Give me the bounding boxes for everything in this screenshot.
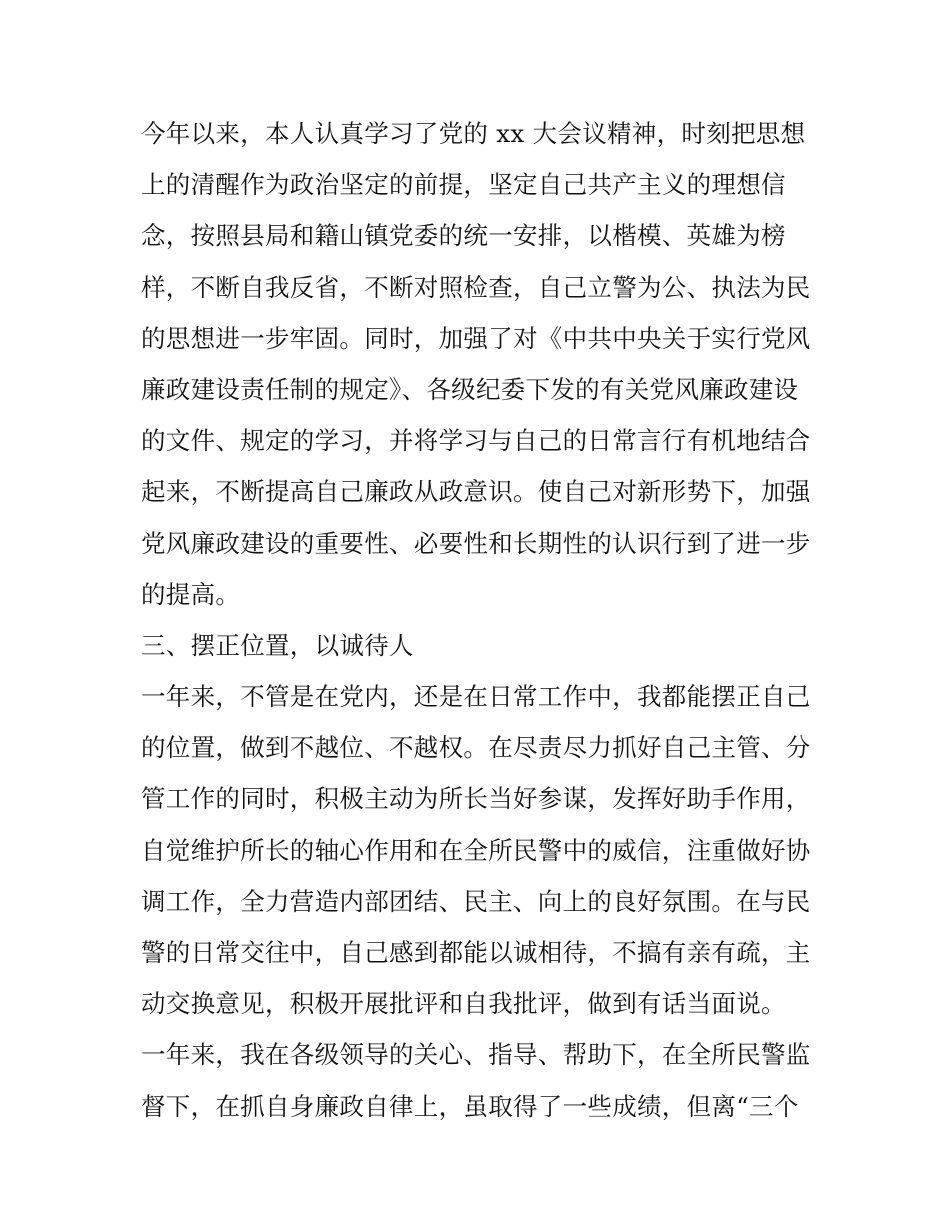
text-line: 今年以来，本人认真学习了党的 xx 大会议精神，时刻把思想	[141, 119, 806, 148]
text-line: 的位置，做到不越位、不越权。在尽责尽力抓好自己主管、分	[141, 733, 811, 763]
text-line: 上的清醒作为政治坚定的前提，坚定自己共产主义的理想信	[141, 170, 786, 200]
text-line: 督下，在抓自身廉政自律上，虽取得了一些成绩，但离“三个	[141, 1091, 799, 1121]
text-line: 的文件、规定的学习，并将学习与自己的日常言行有机地结合	[141, 426, 811, 456]
text-line: 管工作的同时，积极主动为所长当好参谋，发挥好助手作用，	[141, 784, 811, 814]
text-line: 的提高。	[141, 579, 241, 609]
text-line: 一年来，我在各级领导的关心、指导、帮助下，在全所民警监	[141, 1040, 811, 1070]
section-heading: 三、摆正位置，以诚待人	[141, 630, 414, 660]
text-line: 廉政建设责任制的规定》、各级纪委下发的有关党风廉政建设	[141, 374, 799, 404]
text-line: 样，不断自我反省，不断对照检查，自己立警为公、执法为民	[141, 272, 811, 302]
text-line: 一年来，不管是在党内，还是在日常工作中，我都能摆正自己	[141, 682, 811, 712]
document-body	[141, 108, 821, 1132]
text-line: 党风廉政建设的重要性、必要性和长期性的认识行到了进一步	[141, 528, 811, 558]
text-line: 的思想进一步牢固。同时，加强了对《中共中央关于实行党风	[141, 323, 811, 353]
text-line: 念，按照县局和籍山镇党委的统一安排，以楷模、英雄为榜	[141, 221, 786, 251]
text-line: 动交换意见，积极开展批评和自我批评，做到有话当面说。	[141, 989, 786, 1019]
text-line: 警的日常交往中，自己感到都能以诚相待，不搞有亲有疏，主	[141, 938, 811, 967]
text-line: 自觉维护所长的轴心作用和在全所民警中的威信，注重做好协	[141, 835, 811, 865]
text-line: 起来，不断提高自己廉政从政意识。使自己对新形势下，加强	[141, 477, 811, 507]
text-line: 调工作，全力营造内部团结、民主、向上的良好氛围。在与民	[141, 886, 811, 916]
